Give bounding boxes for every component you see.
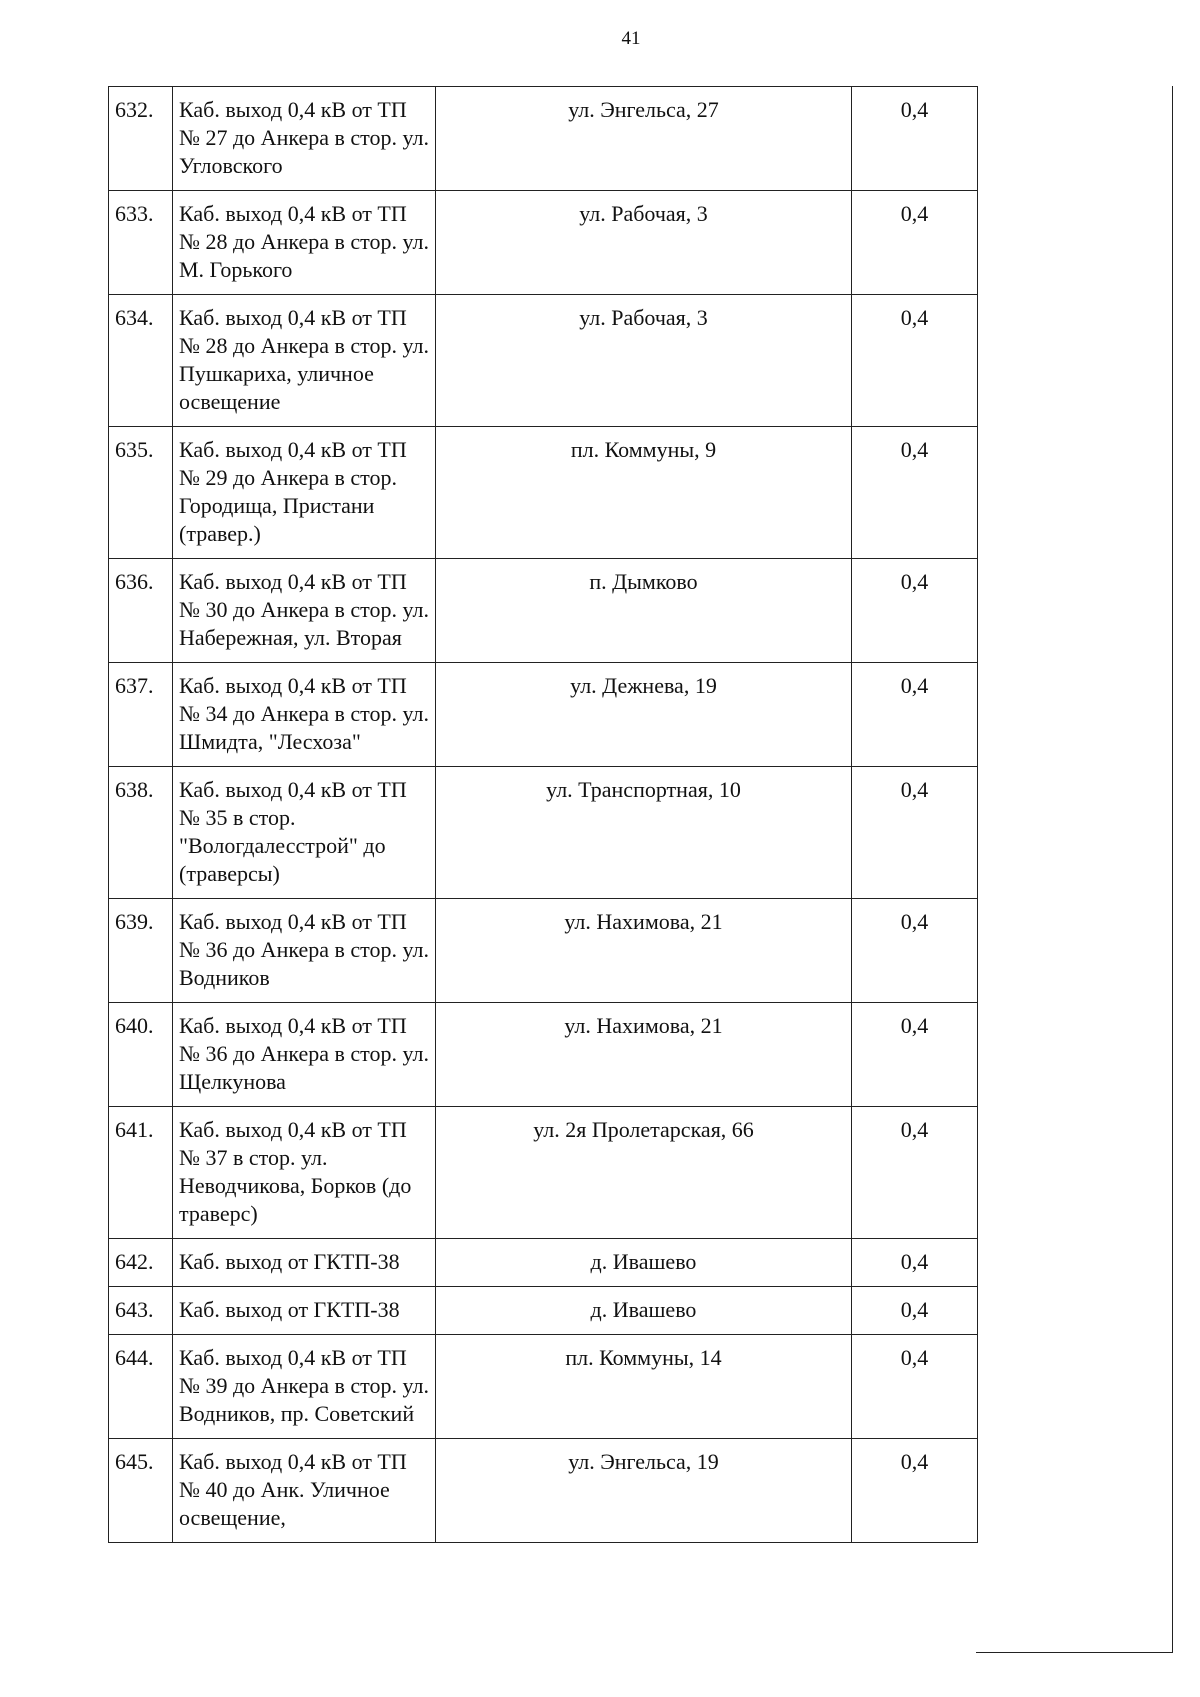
table-body	[109, 87, 978, 1543]
address-cell: ул. Нахимова, 21	[436, 899, 852, 1003]
table-row	[109, 295, 978, 427]
address-cell: ул. Дежнева, 19	[436, 663, 852, 767]
voltage-cell: 0,4	[852, 1287, 978, 1335]
table-row	[109, 191, 978, 295]
table-row	[109, 899, 978, 1003]
bottom-border-line	[976, 1652, 1173, 1653]
object-name-cell: Каб. выход 0,4 кВ от ТП № 39 до Анкера в стор. ул. Водников, пр. Советский	[173, 1335, 436, 1439]
voltage-cell: 0,4	[852, 1003, 978, 1107]
equipment-table	[108, 86, 978, 1543]
row-number-cell: 640.	[109, 1003, 173, 1107]
object-name-cell: Каб. выход 0,4 кВ от ТП № 37 в стор. ул. Неводчикова, Борков (до траверс)	[173, 1107, 436, 1239]
object-name-cell: Каб. выход 0,4 кВ от ТП № 36 до Анкера в стор. ул. Щелкунова	[173, 1003, 436, 1107]
voltage-cell: 0,4	[852, 295, 978, 427]
object-name-cell: Каб. выход 0,4 кВ от ТП № 29 до Анкера в стор. Городища, Пристани (травер.)	[173, 427, 436, 559]
row-number-cell: 635.	[109, 427, 173, 559]
address-cell: д. Ивашево	[436, 1287, 852, 1335]
voltage-cell: 0,4	[852, 191, 978, 295]
object-name-cell: Каб. выход от ГКТП-38	[173, 1239, 436, 1287]
object-name-cell: Каб. выход 0,4 кВ от ТП № 34 до Анкера в стор. ул. Шмидта, "Лесхоза"	[173, 663, 436, 767]
voltage-cell: 0,4	[852, 1335, 978, 1439]
object-name-cell: Каб. выход 0,4 кВ от ТП № 28 до Анкера в стор. ул. М. Горького	[173, 191, 436, 295]
row-number-cell: 639.	[109, 899, 173, 1003]
object-name-cell: Каб. выход от ГКТП-38	[173, 1287, 436, 1335]
address-cell: ул. Рабочая, 3	[436, 295, 852, 427]
voltage-cell: 0,4	[852, 1107, 978, 1239]
row-number-cell: 637.	[109, 663, 173, 767]
row-number-cell: 642.	[109, 1239, 173, 1287]
object-name-cell: Каб. выход 0,4 кВ от ТП № 36 до Анкера в стор. ул. Водников	[173, 899, 436, 1003]
row-number-cell: 644.	[109, 1335, 173, 1439]
address-cell: ул. Нахимова, 21	[436, 1003, 852, 1107]
voltage-cell: 0,4	[852, 427, 978, 559]
object-name-cell: Каб. выход 0,4 кВ от ТП № 27 до Анкера в стор. ул. Угловского	[173, 87, 436, 191]
table-row	[109, 1003, 978, 1107]
row-number-cell: 645.	[109, 1439, 173, 1543]
row-number-cell: 636.	[109, 559, 173, 663]
voltage-cell: 0,4	[852, 1239, 978, 1287]
address-cell: д. Ивашево	[436, 1239, 852, 1287]
address-cell: пл. Коммуны, 9	[436, 427, 852, 559]
voltage-cell: 0,4	[852, 663, 978, 767]
voltage-cell: 0,4	[852, 1439, 978, 1543]
voltage-cell: 0,4	[852, 899, 978, 1003]
row-number-cell: 633.	[109, 191, 173, 295]
table-row	[109, 663, 978, 767]
table-row	[109, 1335, 978, 1439]
table-row	[109, 1287, 978, 1335]
address-cell: ул. Энгельса, 19	[436, 1439, 852, 1543]
page-number: 41	[621, 28, 641, 49]
row-number-cell: 641.	[109, 1107, 173, 1239]
right-border-line	[1172, 86, 1173, 1653]
row-number-cell: 632.	[109, 87, 173, 191]
table-row	[109, 1439, 978, 1543]
table-row	[109, 559, 978, 663]
address-cell: ул. 2я Пролетарская, 66	[436, 1107, 852, 1239]
address-cell: п. Дымково	[436, 559, 852, 663]
address-cell: ул. Энгельса, 27	[436, 87, 852, 191]
table-row	[109, 87, 978, 191]
table-row	[109, 427, 978, 559]
object-name-cell: Каб. выход 0,4 кВ от ТП № 40 до Анк. Уличное освещение,	[173, 1439, 436, 1543]
voltage-cell: 0,4	[852, 87, 978, 191]
address-cell: пл. Коммуны, 14	[436, 1335, 852, 1439]
row-number-cell: 643.	[109, 1287, 173, 1335]
object-name-cell: Каб. выход 0,4 кВ от ТП № 35 в стор. "Вологдалесстрой" до (траверсы)	[173, 767, 436, 899]
voltage-cell: 0,4	[852, 767, 978, 899]
row-number-cell: 638.	[109, 767, 173, 899]
address-cell: ул. Рабочая, 3	[436, 191, 852, 295]
table-row	[109, 1239, 978, 1287]
table-row	[109, 1107, 978, 1239]
table-row	[109, 767, 978, 899]
address-cell: ул. Транспортная, 10	[436, 767, 852, 899]
object-name-cell: Каб. выход 0,4 кВ от ТП № 28 до Анкера в стор. ул. Пушкариха, уличное освещение	[173, 295, 436, 427]
voltage-cell: 0,4	[852, 559, 978, 663]
object-name-cell: Каб. выход 0,4 кВ от ТП № 30 до Анкера в стор. ул. Набережная, ул. Вторая	[173, 559, 436, 663]
row-number-cell: 634.	[109, 295, 173, 427]
